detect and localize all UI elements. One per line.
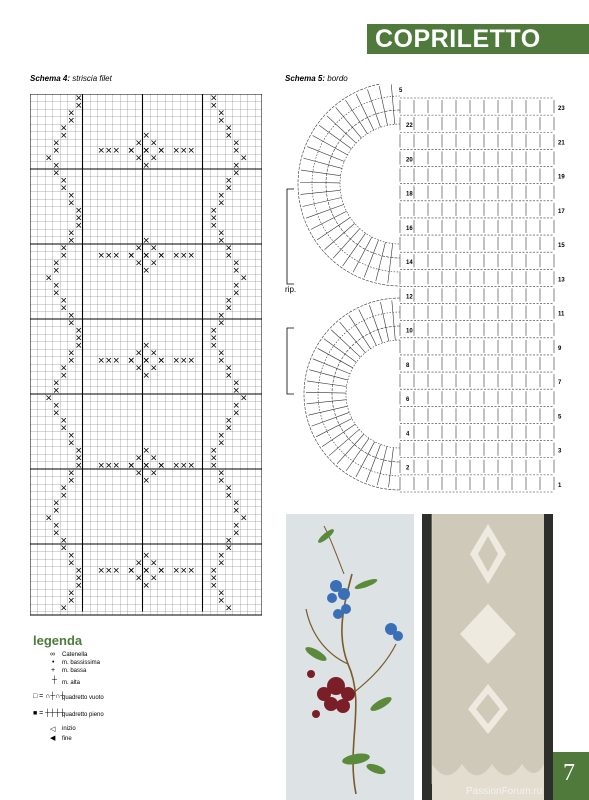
legend-start: inizio [62, 726, 76, 732]
repeat-label: rip. [285, 285, 297, 294]
schema5-label [285, 74, 348, 83]
schema5-desc: bordo [327, 74, 348, 83]
row-number: 5 [558, 414, 562, 421]
row-number: 22 [406, 123, 413, 130]
title-banner [367, 24, 589, 54]
row-number: 17 [558, 208, 565, 215]
schema5-number: Schema 5: [285, 74, 326, 83]
row-number: 7 [558, 380, 562, 387]
legend-end: fine [62, 736, 72, 742]
legend-double-crochet: m. alta [62, 680, 81, 686]
row-number: 21 [558, 140, 565, 147]
schema4-number: Schema 4: [30, 74, 71, 83]
embroidery-photo [286, 514, 414, 800]
legend-full-square: quadretto pieno [62, 712, 104, 718]
row-number: 1 [558, 482, 562, 489]
legend [30, 633, 82, 648]
row-number: 6 [406, 397, 410, 404]
row-number: 4 [406, 431, 410, 438]
schema4-label [30, 74, 112, 83]
edging-chart [282, 84, 582, 504]
row-number: 23 [558, 105, 565, 112]
row-number: 19 [558, 174, 565, 181]
page-number: 7 [563, 760, 575, 786]
legend-empty-square: quadretto vuoto [62, 695, 104, 701]
row-number: 13 [558, 277, 565, 284]
legend-chain: Catenella [62, 652, 88, 658]
row-number: 9 [558, 345, 562, 352]
top-marker: 5 [399, 88, 403, 94]
schema4-desc: striscia filet [72, 74, 112, 83]
row-number: 16 [406, 225, 413, 232]
legend-slip-stitch: m. bassissima [62, 660, 101, 666]
row-number: 10 [406, 328, 413, 335]
row-number: 14 [406, 260, 413, 267]
row-number: 18 [406, 191, 413, 198]
legend-title: legenda [33, 633, 83, 648]
row-number: 8 [406, 362, 410, 369]
lace-photo [422, 514, 553, 800]
page-number-box [553, 752, 589, 800]
watermark: PassionForum.ru [466, 786, 543, 797]
row-number: 3 [558, 448, 562, 455]
row-number: 11 [558, 311, 565, 318]
row-number: 20 [406, 157, 413, 164]
filet-chart [30, 94, 262, 618]
row-number: 15 [558, 243, 565, 250]
page-title: COPRILETTO [375, 25, 541, 53]
legend-single-crochet: m. bassa [62, 668, 87, 674]
row-number: 12 [406, 294, 413, 301]
row-number: 2 [406, 465, 410, 472]
